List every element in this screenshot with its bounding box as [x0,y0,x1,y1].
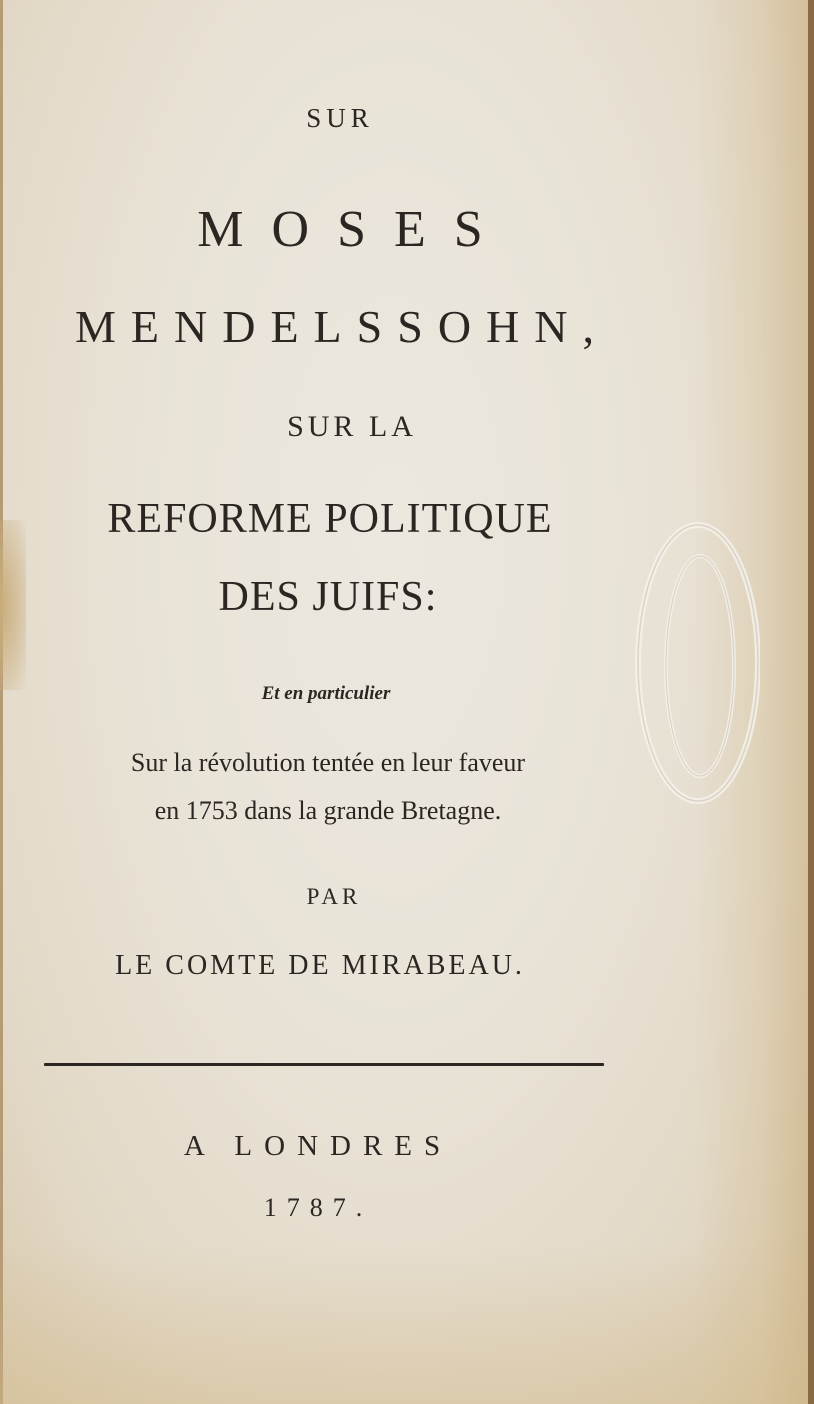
byline-par: PAR [306,884,362,909]
title-line-moses: MOSES [197,201,511,258]
title-line-reforme-politique: REFORME POLITIQUE [107,496,553,542]
title-line-sur-la: SUR LA [287,410,417,443]
subtitle-line-2: en 1753 dans la grande Bretagne. [154,796,502,825]
imprint-year: 1787. [263,1193,373,1222]
title-line-des-juifs: DES JUIFS: [218,574,438,620]
subtitle-intro: Et en particulier [261,683,391,704]
subtitle-line-1: Sur la révolution tentée en leur faveur [130,748,526,777]
imprint-place: A LONDRES [183,1130,453,1162]
horizontal-rule [44,1063,604,1066]
author-name: LE COMTE DE MIRABEAU. [115,950,525,981]
title-line-mendelssohn: MENDELSSOHN, [75,301,609,352]
blindstamp-seal [632,518,760,808]
title-line-sur: SUR [306,103,374,133]
page-right-edge [808,0,814,1404]
foxing-stain-bottom [0,1244,814,1404]
